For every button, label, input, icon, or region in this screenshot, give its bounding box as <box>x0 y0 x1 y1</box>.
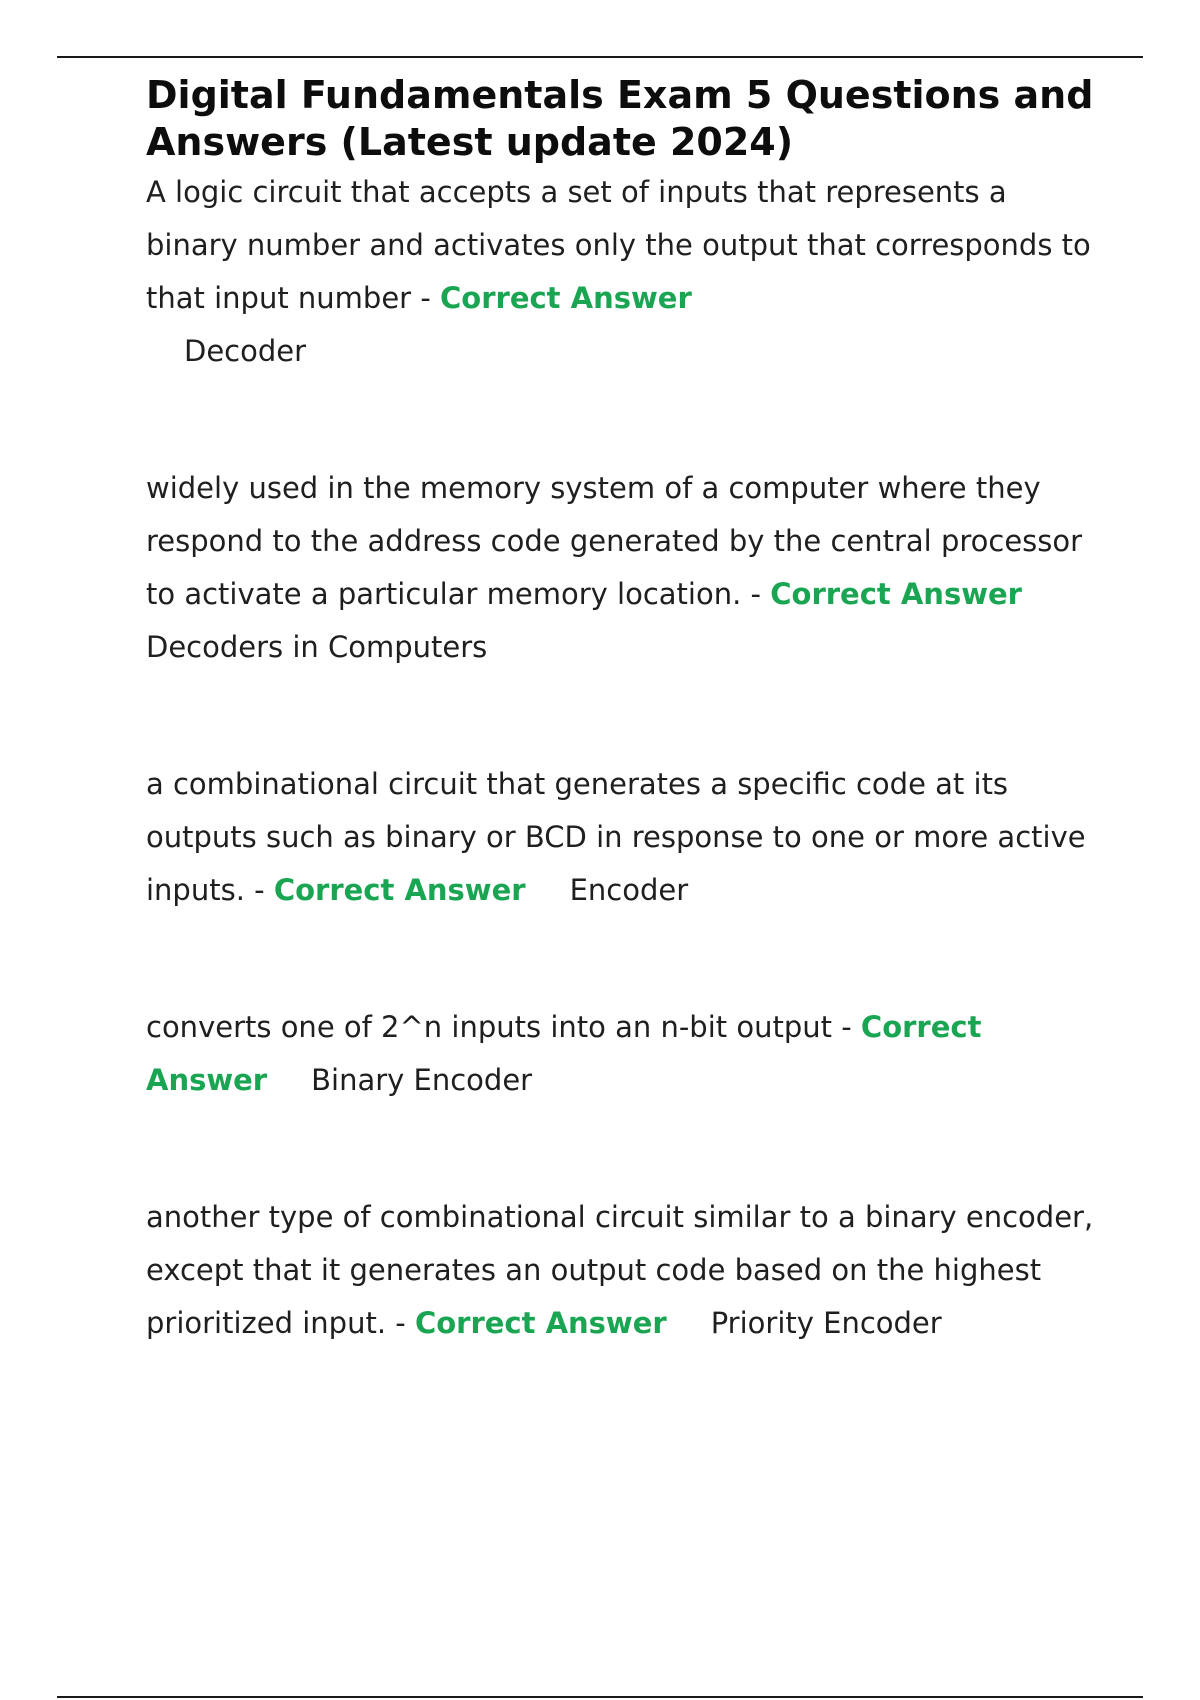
question-text: converts one of 2^n inputs into an n-bit output - <box>146 1010 852 1044</box>
bottom-rule <box>57 1696 1143 1698</box>
qa-item-1 <box>146 166 1096 378</box>
document-title: Digital Fundamentals Exam 5 Questions and Answers (Latest update 2024) <box>146 73 1094 164</box>
answer-text: Decoder <box>184 334 307 368</box>
qa-item-5 <box>146 1191 1096 1350</box>
correct-answer-label: Correct Answer <box>146 1010 982 1097</box>
answer-text: Encoder <box>569 873 689 907</box>
answer-text: Decoders in Computers <box>146 630 488 664</box>
question-text: A logic circuit that accepts a set of inputs that represents a binary number and activates only the output that corresponds to that input number - <box>146 175 1091 315</box>
correct-answer-label: Correct Answer <box>770 577 1022 611</box>
document-content <box>146 72 1096 1350</box>
question-text: widely used in the memory system of a computer where they respond to the address code generated by the central processor to activate a particular memory location. - <box>146 471 1083 611</box>
qa-item-2 <box>146 462 1096 674</box>
answer-text: Priority Encoder <box>710 1306 942 1340</box>
question-text: another type of combinational circuit similar to a binary encoder, except that it generates an output code based on the highest prioritized input. - <box>146 1200 1094 1340</box>
correct-answer-label: Correct Answer <box>273 873 526 907</box>
top-rule <box>57 56 1143 58</box>
answer-text: Binary Encoder <box>311 1063 533 1097</box>
correct-answer-label: Correct Answer <box>414 1306 667 1340</box>
question-text: a combinational circuit that generates a specific code at its outputs such as binary or BCD in response to one or more active inputs. - <box>146 767 1086 907</box>
qa-item-3 <box>146 758 1096 917</box>
correct-answer-label: Correct Answer <box>440 281 692 315</box>
qa-item-4 <box>146 1001 1096 1107</box>
